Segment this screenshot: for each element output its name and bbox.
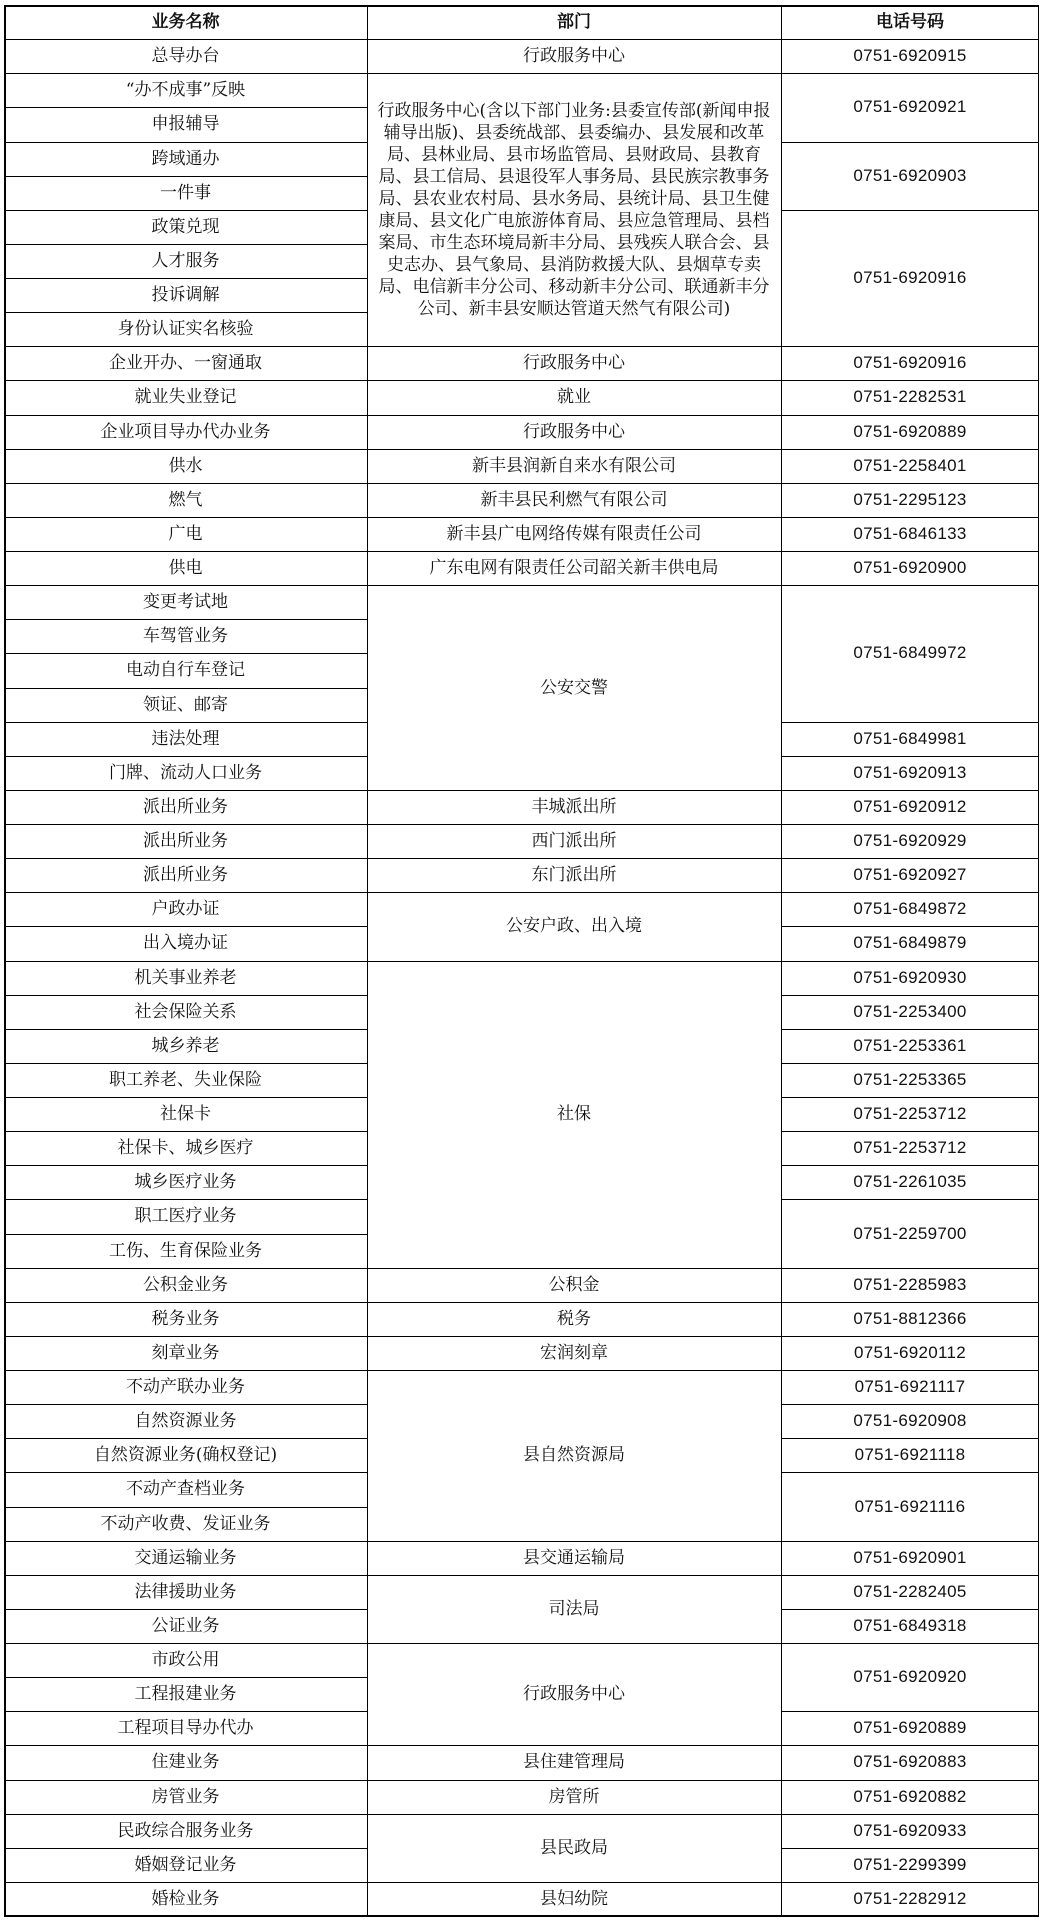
business-name-cell: 广电 <box>168 523 203 544</box>
phone-number-cell: 0751-2299399 <box>853 1854 967 1874</box>
phone-number-cell: 0751-6920883 <box>853 1752 967 1772</box>
header-department: 部门 <box>557 12 591 33</box>
phone-number-cell: 0751-2261035 <box>853 1172 967 1192</box>
phone-number-cell: 0751-6920112 <box>854 1342 966 1362</box>
business-name-cell: 电动自行车登记 <box>126 660 245 681</box>
department-cell: 税务 <box>557 1308 591 1329</box>
department-cell: 公安交警 <box>540 677 608 698</box>
phone-number-cell: 0751-2253400 <box>853 1001 967 1021</box>
business-name-cell: 派出所业务 <box>143 865 228 886</box>
business-name-cell: 户政办证 <box>151 899 220 920</box>
phone-number-cell: 0751-6920882 <box>853 1786 967 1806</box>
business-name-cell: 税务业务 <box>151 1308 220 1329</box>
phone-number-cell: 0751-2253365 <box>853 1069 967 1089</box>
phone-number-cell: 0751-6920916 <box>853 268 967 287</box>
department-cell: 宏润刻章 <box>540 1342 608 1363</box>
grid-line <box>4 5 1039 7</box>
department-cell: 就业 <box>557 387 591 408</box>
phone-number-cell: 0751-6920915 <box>853 46 967 66</box>
business-name-cell: 民政综合服务业务 <box>117 1820 254 1841</box>
phone-number-cell: 0751-6920889 <box>853 421 967 441</box>
business-name-cell: 职工医疗业务 <box>134 1206 237 1227</box>
business-name-cell: 跨域通办 <box>151 148 220 169</box>
phone-number-cell: 0751-6920903 <box>853 165 967 185</box>
phone-number-cell: 0751-6846133 <box>853 523 967 543</box>
business-name-cell: 公积金业务 <box>143 1274 228 1295</box>
phone-number-cell: 0751-6920920 <box>853 1667 967 1687</box>
business-name-cell: 社会保险关系 <box>134 1001 237 1022</box>
department-cell: 行政服务中心 <box>523 46 625 67</box>
phone-number-cell: 0751-6920927 <box>853 865 967 885</box>
business-name-cell: 自然资源业务(确权登记) <box>93 1445 278 1466</box>
business-name-cell: 住建业务 <box>151 1752 220 1773</box>
department-cell: 社保 <box>557 1104 591 1125</box>
business-name-cell: 社保卡 <box>160 1104 211 1125</box>
business-name-cell: 派出所业务 <box>143 796 228 817</box>
phone-number-cell: 0751-2295123 <box>853 489 967 509</box>
business-name-cell: 婚检业务 <box>151 1888 220 1909</box>
department-cell: 公安户政、出入境 <box>506 916 642 937</box>
service-phone-table <box>4 5 1039 1916</box>
phone-number-cell: 0751-6920912 <box>853 796 967 816</box>
business-name-cell: 机关事业养老 <box>134 967 237 988</box>
department-cell: 县交通运输局 <box>523 1547 625 1568</box>
phone-number-cell: 0751-6849972 <box>853 643 967 663</box>
business-name-cell: 企业开办、一窗通取 <box>109 353 262 374</box>
business-name-cell: 供电 <box>168 558 203 579</box>
business-name-cell: 变更考试地 <box>143 592 228 613</box>
department-cell: 东门派出所 <box>531 865 617 886</box>
business-name-cell: 出入境办证 <box>143 933 228 954</box>
business-name-cell: 人才服务 <box>151 250 220 271</box>
business-name-cell: 工伤、生育保险业务 <box>109 1240 262 1261</box>
business-name-cell: 违法处理 <box>151 728 220 749</box>
phone-number-cell: 0751-6920908 <box>853 1411 967 1431</box>
department-cell: 房管所 <box>548 1786 600 1807</box>
business-name-cell: “办不成事”反映 <box>125 80 246 101</box>
phone-number-cell: 0751-6921118 <box>854 1445 966 1465</box>
phone-number-cell: 0751-2258401 <box>853 455 967 475</box>
business-name-cell: 就业失业登记 <box>134 387 237 408</box>
phone-number-cell: 0751-2285983 <box>853 1274 967 1294</box>
phone-number-cell: 0751-6920921 <box>853 97 967 117</box>
business-name-cell: 刻章业务 <box>151 1342 220 1363</box>
department-cell: 新丰县润新自来水有限公司 <box>472 455 676 476</box>
business-name-cell: 工程报建业务 <box>134 1684 237 1705</box>
header-business-name: 业务名称 <box>151 12 220 33</box>
business-name-cell: 市政公用 <box>151 1650 220 1671</box>
phone-number-cell: 0751-6920916 <box>853 353 967 373</box>
business-name-cell: 婚姻登记业务 <box>134 1854 237 1875</box>
business-name-cell: 自然资源业务 <box>134 1411 237 1432</box>
business-name-cell: 车驾管业务 <box>143 626 228 647</box>
business-name-cell: 派出所业务 <box>143 831 228 852</box>
department-cell: 广东电网有限责任公司韶关新丰供电局 <box>429 558 719 579</box>
department-cell: 新丰县民利燃气有限公司 <box>480 489 668 510</box>
business-name-cell: 燃气 <box>168 489 203 510</box>
grid-line <box>4 1915 1039 1917</box>
department-cell: 西门派出所 <box>531 831 617 852</box>
grid-line <box>367 5 368 1916</box>
phone-number-cell: 0751-2282531 <box>853 387 967 407</box>
phone-number-cell: 0751-2259700 <box>853 1223 967 1243</box>
business-name-cell: 供水 <box>168 455 203 476</box>
phone-number-cell: 0751-2253712 <box>853 1138 967 1158</box>
business-name-cell: 投诉调解 <box>151 285 220 306</box>
business-name-cell: 交通运输业务 <box>134 1547 237 1568</box>
business-name-cell: 政策兑现 <box>151 216 220 237</box>
phone-number-cell: 0751-6920930 <box>853 967 967 987</box>
phone-number-cell: 0751-6920889 <box>853 1718 967 1738</box>
grid-line <box>4 39 1039 40</box>
phone-number-cell: 0751-2253361 <box>853 1035 967 1055</box>
department-cell: 新丰县广电网络传媒有限责任公司 <box>446 523 702 544</box>
phone-number-cell: 0751-6849318 <box>853 1615 967 1635</box>
department-cell: 县自然资源局 <box>523 1445 625 1466</box>
business-name-cell: 身份认证实名核验 <box>117 319 254 340</box>
business-name-cell: 企业项目导办代办业务 <box>100 421 271 442</box>
grid-line <box>1038 5 1040 1916</box>
phone-number-cell: 0751-6849879 <box>853 933 967 953</box>
department-cell: 行政服务中心 <box>523 353 625 374</box>
department-cell: 县民政局 <box>540 1837 608 1858</box>
department-cell: 丰城派出所 <box>531 796 617 817</box>
phone-number-cell: 0751-8812366 <box>853 1308 967 1328</box>
phone-number-cell: 0751-6921117 <box>854 1377 966 1397</box>
business-name-cell: 工程项目导办代办 <box>117 1718 254 1739</box>
business-name-cell: 不动产查档业务 <box>126 1479 245 1500</box>
phone-number-cell: 0751-6920901 <box>853 1547 967 1567</box>
grid-line <box>4 5 6 1916</box>
business-name-cell: 不动产联办业务 <box>126 1377 245 1398</box>
business-name-cell: 总导办台 <box>151 46 220 67</box>
phone-number-cell: 0751-6921116 <box>854 1496 966 1516</box>
phone-number-cell: 0751-2253712 <box>853 1104 967 1124</box>
business-name-cell: 职工养老、失业保险 <box>109 1069 262 1090</box>
phone-number-cell: 0751-6920933 <box>853 1820 967 1840</box>
phone-number-cell: 0751-6920929 <box>853 831 967 851</box>
phone-number-cell: 0751-6849872 <box>853 899 967 919</box>
business-name-cell: 门牌、流动人口业务 <box>109 762 262 783</box>
phone-number-cell: 0751-2282405 <box>853 1581 967 1601</box>
department-cell: 公积金 <box>548 1274 600 1295</box>
business-name-cell: 领证、邮寄 <box>143 694 228 715</box>
business-name-cell: 一件事 <box>160 182 211 203</box>
header-phone-number: 电话号码 <box>876 12 944 33</box>
business-name-cell: 房管业务 <box>151 1786 220 1807</box>
department-cell: 县妇幼院 <box>540 1888 608 1909</box>
business-name-cell: 城乡医疗业务 <box>134 1172 237 1193</box>
grid-line <box>781 5 782 1916</box>
department-cell: 行政服务中心(含以下部门业务:县委宣传部(新闻申报辅导出版)、县委统战部、县委编办、县发展和改革局、县林业局、县市场监管局、县财政局、县教育局、县工信局、县退役军人事务局、县民族宗教事务局、县农业农村局、县水务局、县统计局、县卫生健康局、县文化广电旅游体育局、县应急管理局、县档案局、市生态环境局新丰分局、县残疾人联合会、县史志办、县气象局、县消防救援大队、县烟草专卖局、电信新丰分公司、移动新丰分公司、联通新丰分公司、新丰县安顺达管道天然气有限公司) <box>377 100 771 319</box>
business-name-cell: 申报辅导 <box>151 114 220 135</box>
business-name-cell: 不动产收费、发证业务 <box>100 1513 271 1534</box>
business-name-cell: 法律援助业务 <box>134 1581 237 1602</box>
phone-number-cell: 0751-6920900 <box>853 558 967 578</box>
phone-number-cell: 0751-2282912 <box>853 1888 967 1908</box>
phone-number-cell: 0751-6920913 <box>853 762 967 782</box>
department-cell: 行政服务中心 <box>523 1684 625 1705</box>
department-cell: 司法局 <box>548 1598 600 1619</box>
department-cell: 行政服务中心 <box>523 421 625 442</box>
business-name-cell: 城乡养老 <box>151 1035 220 1056</box>
department-cell: 县住建管理局 <box>523 1752 625 1773</box>
business-name-cell: 公证业务 <box>151 1615 220 1636</box>
phone-number-cell: 0751-6849981 <box>853 728 967 748</box>
business-name-cell: 社保卡、城乡医疗 <box>117 1138 254 1159</box>
